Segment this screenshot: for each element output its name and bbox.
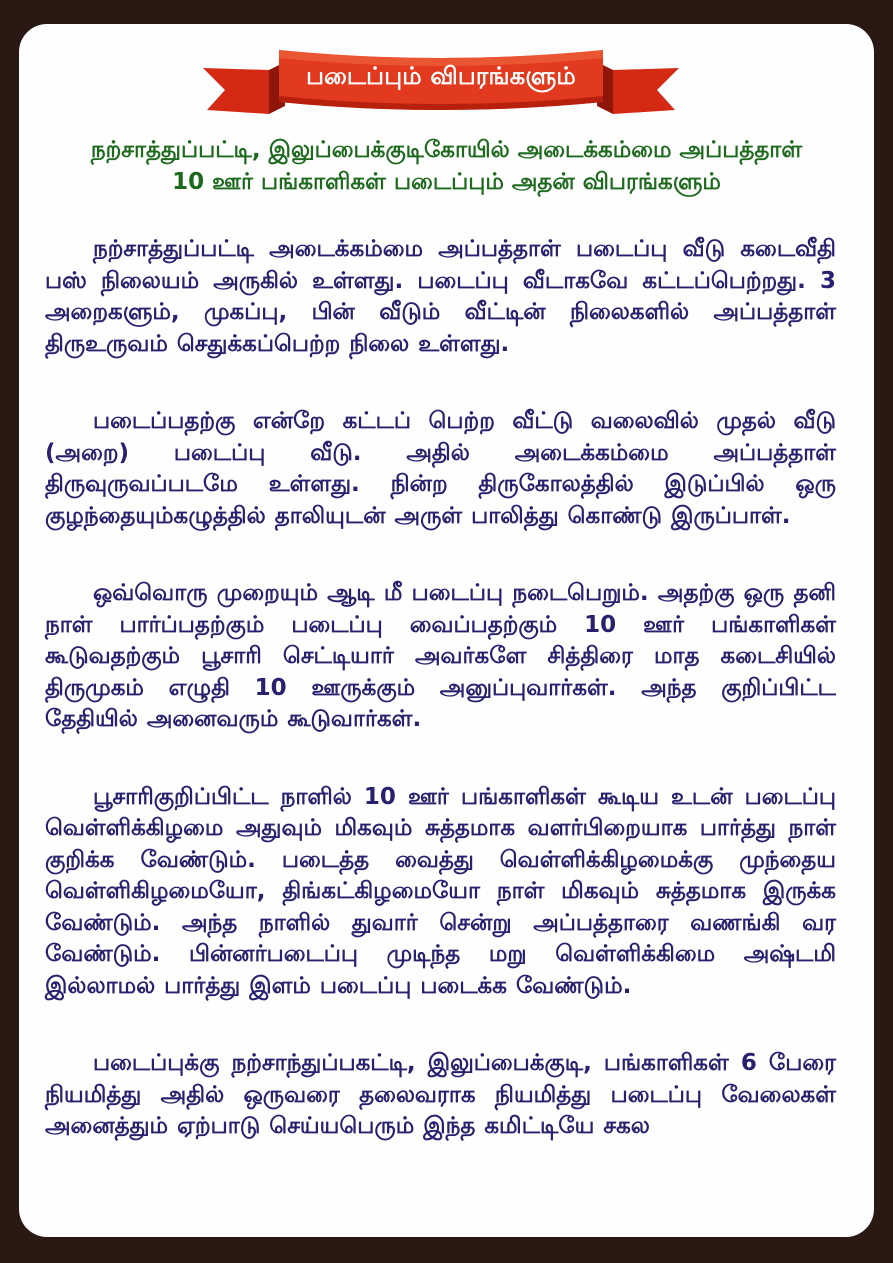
paragraph-1: நற்சாத்துப்பட்டி அடைக்கம்மை அப்பத்தாள் படைப்பு வீடு கடைவீதி பஸ் நிலையம் அருகில் உள்ளது. படைப்பு வீடாகவே கட்டப்பெற்றது. 3 அறைகளும், முகப்பு, பின் வீடும் வீட்டின் நிலைகளில் அப்பத்தாள் திருஉருவம் செதுக்கப்பெற்ற நிலை உள்ளது.: [45, 236, 836, 357]
heading-line-2: 10 ஊர் பங்காளிகள் படைப்பும் அதன் விபரங்களும்: [172, 169, 721, 195]
heading-line-1: நற்சாத்துப்பட்டி, இலுப்பைக்குடிகோயில் அடைக்கம்மை அப்பத்தாள்: [90, 137, 803, 163]
page-heading: [39, 134, 854, 198]
body-text: [45, 234, 836, 1189]
paragraph-4: பூசாரிகுறிப்பிட்ட நாளில் 10 ஊர் பங்காளிகள் கூடிய உடன் படைப்பு வெள்ளிக்கிழமை அதுவும் மிகவும் சுத்தமாக வளர்பிறையாக பார்த்து நாள் குறிக்க வேண்டும். படைத்த வைத்து வெள்ளிக்கிழமைக்கு முந்தைய வெள்ளிகிழமையோ, திங்கட்கிழமையோ நாள் மிகவும் சுத்தமாக இருக்க வேண்டும். அந்த நாளில் துவார் சென்று அப்பத்தாரை வணங்கி வர வேண்டும். பின்னர்படைப்பு முடிந்த மறு வெள்ளிக்கிமை அஷ்டமி இல்லாமல் பார்த்து இளம் படைப்பு படைக்க வேண்டும்.: [45, 783, 836, 999]
banner-title: படைப்பும் விபரங்களும்: [306, 62, 576, 90]
paragraph-3: ஒவ்வொரு முறையும் ஆடி மீ படைப்பு நடைபெறும். அதற்கு ஒரு தனி நாள் பார்ப்பதற்கும் படைப்பு வைப்பதற்கும் 10 ஊர் பங்காளிகள் கூடுவதற்கும் பூசாரி செட்டியார் அவர்களே சித்திரை மாத கடைசியில் திருமுகம் எழுதி 10 ஊருக்கும் அனுப்புவார்கள். அந்த குறிப்பிட்ட தேதியில் அனைவரும் கூடுவார்கள்.: [45, 580, 836, 732]
paragraph-2: படைப்பதற்கு என்றே கட்டப் பெற்ற வீட்டு வலைவில் முதல் வீடு (அறை) படைப்பு வீடு. அதில் அடைக்கம்மை அப்பத்தாள் திருவுருவப்படமே உள்ளது. நின்ற திருகோலத்தில் இடுப்பில் ஒரு குழந்தையும்கழுத்தில் தாலியுடன் அருள் பாலித்து கொண்டு இருப்பாள்.: [45, 408, 836, 529]
title-banner: [199, 40, 683, 124]
document-page: [19, 24, 874, 1237]
paragraph-5: படைப்புக்கு நற்சாந்துப்பகட்டி, இலுப்பைக்குடி, பங்காளிகள் 6 பேரை நியமித்து அதில் ஒருவரை தலைவராக நியமித்து படைப்பு வேலைகள் அனைத்தும் ஏற்பாடு செய்யபெரும் இந்த கமிட்டியே சகல: [45, 1050, 836, 1139]
